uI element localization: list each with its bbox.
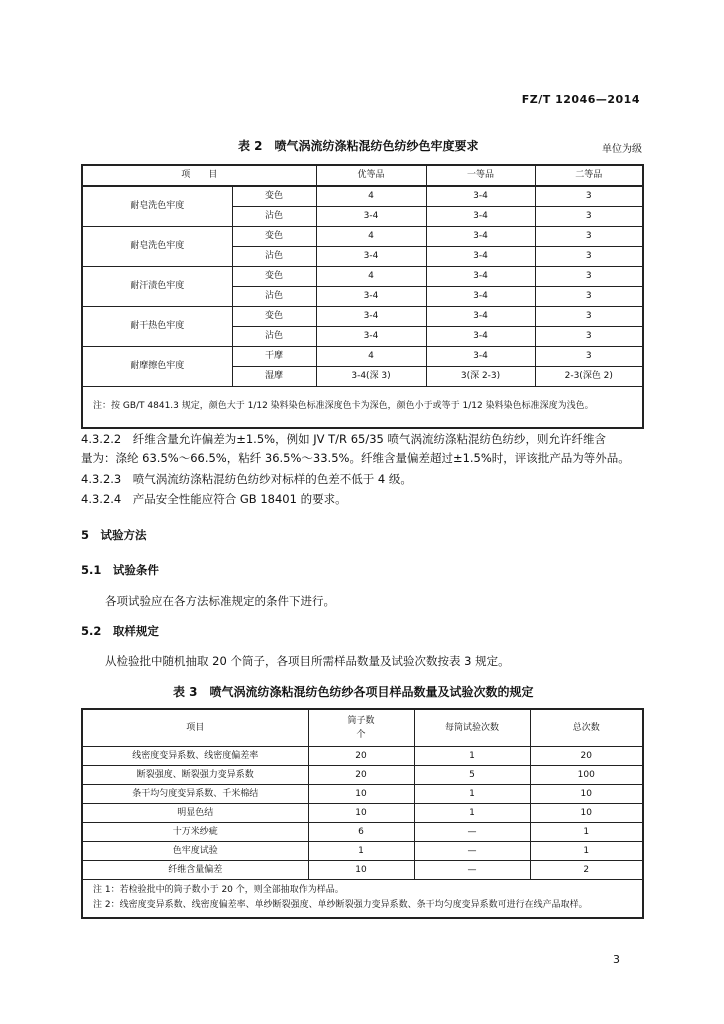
table2-sub: 湿摩 [232,367,316,387]
para-4-3-2-3: 4.3.2.3 喷气涡流纺涤粘混纺色纺纱对标样的色差不低于 4 级。 [81,472,412,486]
section-5-heading: 5 试验方法 [81,528,147,542]
table2-item: 耐干热色牢度 [82,307,232,347]
table3-cell: 10 [308,861,414,880]
table2-cell: 3-4 [426,247,535,267]
table2-header-first: 一等品 [426,165,535,186]
table-row [82,267,643,287]
table2-cell: 3-4 [426,347,535,367]
table3-item: 断裂强度、断裂强力变异系数 [82,766,308,785]
table3-cell: 1 [414,747,530,766]
para-4-3-2-2-line2: 量为：涤纶 63.5%～66.5%，粘纤 36.5%～33.5%。纤维含量偏差超过±1.5%时，评该批产品为等外品。 [81,451,630,465]
table2-cell: 2-3(深色 2) [535,367,643,387]
table2-sub: 变色 [232,307,316,327]
table3-cell: 1 [530,842,643,861]
table3-caption: 表 3 喷气涡流纺涤粘混纺色纺纱各项目样品数量及试验次数的规定 [173,685,534,699]
table3-note-row [82,880,643,918]
table2-cell: 3-4(深 3) [316,367,426,387]
table2-cell: 4 [316,347,426,367]
table2-cell: 4 [316,267,426,287]
table2-cell: 3 [535,327,643,347]
table3-item: 十万米纱疵 [82,823,308,842]
table2-cell: 3-4 [426,267,535,287]
standard-number: FZ/T 12046—2014 [521,93,640,106]
table2-cell: 3 [535,287,643,307]
table3-cell: 5 [414,766,530,785]
table2-note: 注：按 GB/T 4841.3 规定，颜色大于 1/12 染料染色标准深度色卡为深色，颜色小于或等于 1/12 染料染色标准深度为浅色。 [82,387,643,429]
table3-item: 线密度变异系数、线密度偏差率 [82,747,308,766]
table-row [82,227,643,247]
para-4-3-2-4: 4.3.2.4 产品安全性能应符合 GB 18401 的要求。 [81,492,347,506]
table-row [82,804,643,823]
table2-cell: 3 [535,307,643,327]
table-row [82,785,643,804]
table-row [82,307,643,327]
table2-cell: 3 [535,186,643,207]
table3-cell: 10 [308,804,414,823]
table2-cell: 4 [316,186,426,207]
table-row [82,186,643,207]
table2-cell: 3-4 [426,186,535,207]
table2-cell: 4 [316,227,426,247]
table3-header-bobbins-unit: 个 [356,730,366,740]
table-row [82,861,643,880]
table2-header-second: 二等品 [535,165,643,186]
table-row [82,347,643,367]
table2-cell: 3-4 [316,287,426,307]
table2-sub: 变色 [232,227,316,247]
table3-notes [82,880,643,918]
table2-cell: 3-4 [426,227,535,247]
table3-header-total: 总次数 [530,709,643,747]
table3-cell: 20 [308,747,414,766]
table2-item: 耐皂洗色牢度 [82,186,232,227]
table3-cell: 1 [414,785,530,804]
table-row [82,823,643,842]
table2-header-premium: 优等品 [316,165,426,186]
table2-cell: 3 [535,247,643,267]
table2-cell: 3-4 [426,207,535,227]
table2-sub: 干摩 [232,347,316,367]
table2-sub: 变色 [232,267,316,287]
section-5-2-heading: 5.2 取样规定 [81,624,159,638]
table3-cell: 1 [530,823,643,842]
table2-cell: 3-4 [316,327,426,347]
table2-sub: 沾色 [232,327,316,347]
table2-item: 耐汗渍色牢度 [82,267,232,307]
table2-cell: 3 [535,347,643,367]
table-row [82,842,643,861]
table3-header-bobbins-label: 筒子数 [347,715,375,726]
table3-header-item: 项目 [82,709,308,747]
table3-cell: — [414,842,530,861]
table3-cell: 10 [308,785,414,804]
table3-cell: 1 [308,842,414,861]
table2-sub: 沾色 [232,287,316,307]
table3-cell: — [414,861,530,880]
table2-note-row [82,387,643,429]
table3-header-bobbins [308,709,414,747]
table2-cell: 3-4 [316,247,426,267]
table3 [81,708,644,919]
table2-cell: 3-4 [426,287,535,307]
table3-note-1: 注 1：若检验批中的筒子数小于 20 个，则全部抽取作为样品。 [93,885,344,895]
table2-caption: 表 2 喷气涡流纺涤粘混纺色纺纱色牢度要求 [238,139,479,153]
table3-cell: 20 [308,766,414,785]
table2-sub: 变色 [232,186,316,207]
table2-header-item: 项 目 [82,165,316,186]
table2-cell: 3-4 [426,307,535,327]
section-5-1-heading: 5.1 试验条件 [81,563,159,577]
table2-cell: 3 [535,227,643,247]
table2-item: 耐摩擦色牢度 [82,347,232,387]
table3-item: 纤维含量偏差 [82,861,308,880]
table2 [81,164,644,429]
table3-note-2: 注 2：线密度变异系数、线密度偏差率、单纱断裂强度、单纱断裂强力变异系数、条干均匀度变异系数可进行在线产品取样。 [93,900,588,911]
table2-header-row [82,165,643,186]
table2-cell: 3-4 [316,207,426,227]
para-4-3-2-2-line1: 4.3.2.2 纤维含量允许偏差为±1.5%，例如 JV T/R 65/35 喷气涡流纺涤粘混纺色纺纱，则允许纤维含 [81,432,606,446]
table2-cell: 3-4 [426,327,535,347]
table3-cell: 2 [530,861,643,880]
table3-header-row [82,709,643,747]
table3-cell: 10 [530,785,643,804]
table2-cell: 3 [535,207,643,227]
table3-cell: 10 [530,804,643,823]
table-row [82,766,643,785]
table2-sub: 沾色 [232,247,316,267]
table3-cell: — [414,823,530,842]
table2-cell: 3-4 [316,307,426,327]
table3-cell: 1 [414,804,530,823]
table3-cell: 6 [308,823,414,842]
table3-item: 条干均匀度变异系数、千米棉结 [82,785,308,804]
table3-cell: 20 [530,747,643,766]
table3-item: 色牢度试验 [82,842,308,861]
para-5-2: 从检验批中随机抽取 20 个筒子，各项目所需样品数量及试验次数按表 3 规定。 [105,654,510,668]
table2-unit: 单位为级 [602,144,642,155]
table3-cell: 100 [530,766,643,785]
table3-header-tests-per-bobbin: 每筒试验次数 [414,709,530,747]
para-5-1: 各项试验应在各方法标准规定的条件下进行。 [105,594,335,608]
table3-item: 明显色结 [82,804,308,823]
table2-item: 耐皂洗色牢度 [82,227,232,267]
table-row [82,747,643,766]
table2-cell: 3 [535,267,643,287]
page-number: 3 [613,953,620,966]
table2-sub: 沾色 [232,207,316,227]
table2-cell: 3(深 2-3) [426,367,535,387]
